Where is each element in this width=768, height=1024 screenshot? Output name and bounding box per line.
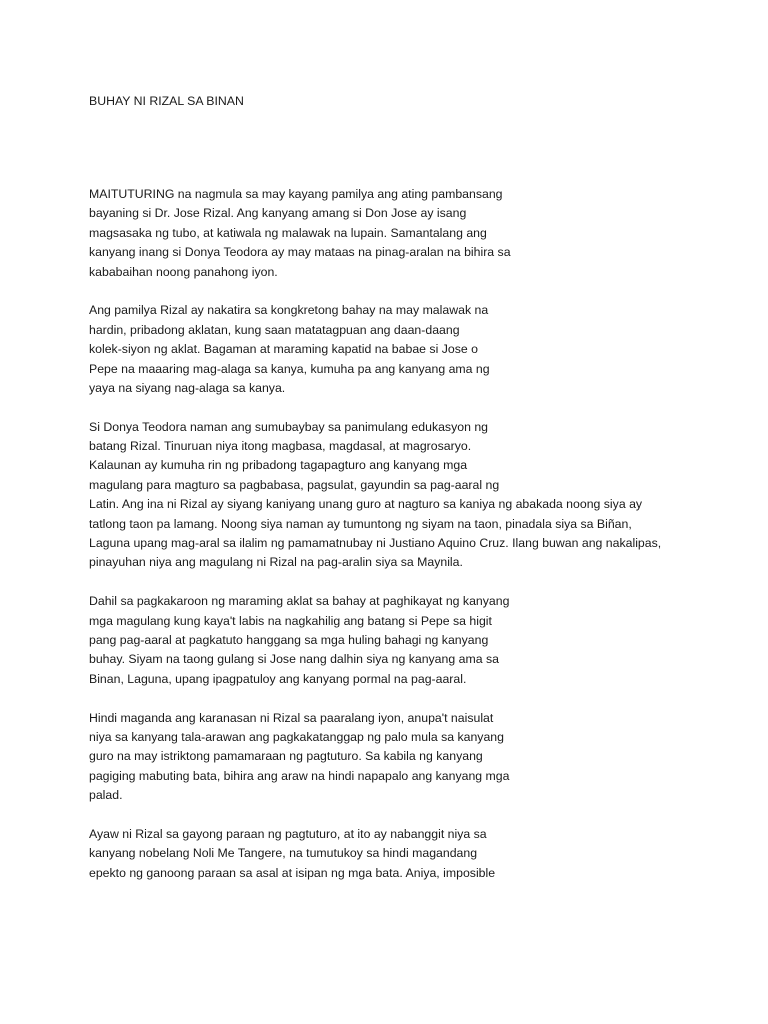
text-line: kolek-siyon ng aklat. Bagaman at maraming kapatid na babae si Jose o [89,342,478,357]
text-line: Hindi maganda ang karanasan ni Rizal sa paaralang iyon, anupa't naisulat [89,710,494,725]
text-line: bayaning si Dr. Jose Rizal. Ang kanyang amang si Don Jose ay isang [89,206,467,221]
document-body [89,185,749,902]
text-line: Ayaw ni Rizal sa gayong paraan ng pagtuturo, at ito ay nabanggit niya sa [89,826,487,841]
text-line: pagiging mabuting bata, bihira ang araw na hindi napapalo ang kanyang mga [89,768,510,783]
text-line: Laguna upang mag-aral sa ilalim ng pamamatnubay ni Justiano Aquino Cruz. Ilang buwan ang nakalipas, [89,536,662,551]
text-line: magsasaka ng tubo, at katiwala ng malawak na lupain. Samantalang ang [89,225,487,240]
text-line: Ang pamilya Rizal ay nakatira sa kongkretong bahay na may malawak na [89,303,489,318]
text-line: yaya na siyang nag-alaga sa kanya. [89,380,286,395]
text-line: kanyang inang si Donya Teodora ay may mataas na pinag-aralan na bihira sa [89,245,511,260]
text-line: buhay. Siyam na taong gulang si Jose nang dalhin siya ng kanyang ama sa [89,652,499,667]
text-line: niya sa kanyang tala-arawan ang pagkakatanggap ng palo mula sa kanyang [89,729,504,744]
text-line: kababaihan noong panahong iyon. [89,264,278,279]
text-line: mga magulang kung kaya't labis na nagkahilig ang batang si Pepe sa higit [89,613,492,628]
text-line: Dahil sa pagkakaroon ng maraming aklat sa bahay at paghikayat ng kanyang [89,594,510,609]
text-line: pinayuhan niya ang magulang ni Rizal na pag-aralin siya sa Maynila. [89,555,463,570]
text-line: Pepe na maaaring mag-alaga sa kanya, kumuha pa ang kanyang ama ng [89,361,490,376]
paragraph-1 [89,185,749,282]
text-line: Si Donya Teodora naman ang sumubaybay sa panimulang edukasyon ng [89,419,489,434]
text-line: epekto ng ganoong paraan sa asal at isipan ng mga bata. Aniya, imposible [89,865,496,880]
text-line: Latin. Ang ina ni Rizal ay siyang kaniyang unang guro at nagturo sa kaniya ng abakada noong siya ay [89,497,643,512]
text-line: magulang para magturo sa pagbabasa, pagsulat, gayundin sa pag-aaral ng [89,477,500,492]
paragraph-2 [89,301,749,398]
document-title: BUHAY NI RIZAL SA BINAN [89,94,244,108]
text-line: MAITUTURING na nagmula sa may kayang pamilya ang ating pambansang [89,187,503,201]
paragraph-4 [89,592,749,689]
paragraph-3 [89,418,749,573]
text-line: guro na may istriktong pamamaraan ng pagtuturo. Sa kabila ng kanyang [89,749,483,764]
text-line: tatlong taon pa lamang. Noong siya naman ay tumuntong ng siyam na taon, pinadala siya sa Biñan, [89,516,632,531]
paragraph-5 [89,709,749,806]
text-line: Binan, Laguna, upang ipagpatuloy ang kanyang pormal na pag-aaral. [89,671,467,686]
text-line: Kalaunan ay kumuha rin ng pribadong tagapagturo ang kanyang mga [89,458,468,473]
text-line: hardin, pribadong aklatan, kung saan matatagpuan ang daan-daang [89,322,460,337]
text-line: pang pag-aaral at pagkatuto hanggang sa mga huling bahagi ng kanyang [89,632,489,647]
text-line: palad. [89,788,123,803]
text-line: batang Rizal. Tinuruan niya itong magbasa, magdasal, at magrosaryo. [89,439,472,454]
paragraph-6 [89,825,749,883]
text-line: kanyang nobelang Noli Me Tangere, na tumutukoy sa hindi magandang [89,846,478,861]
